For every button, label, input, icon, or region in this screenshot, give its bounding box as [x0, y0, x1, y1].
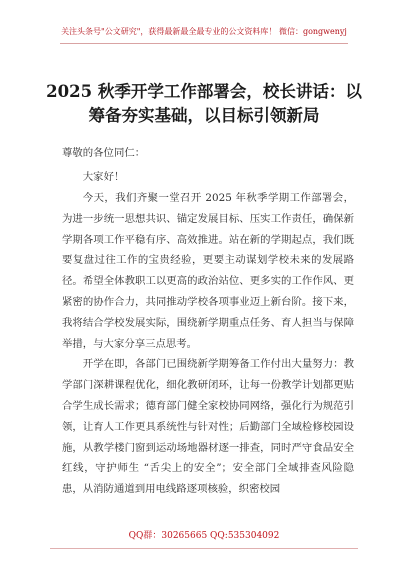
body-paragraph-1: 今天，我们齐聚一堂召开 2025 年秋季学期工作部署会，为进一步统一思想共识、锚定发展目标、压实工作责任，确保新学期各项工作平稳有序、高效推进。站在新的学期起点，我们既要复盘过往工作的宝贵经验，更要主动谋划学校未来的发展路径。希望全体教职工以更高的政治站位、更多实的工作作风、更紧密的协作合力，共同推动学校各项事业迈上新台阶。接下来，我将结合学校发展实际，围绕新学期重点任务、育人担当与保障举措，与大家分享三点思考。: [62, 192, 354, 350]
greeting: 大家好！: [82, 171, 125, 184]
document-body: [62, 143, 354, 500]
body-paragraph-2: 开学在即，各部门已围绕新学期筹备工作付出大量努力：教学部门深耕课程优化，细化教研闭环，让每一份教学计划都更贴合学生成长需求；德育部门健全家校协同网络，强化行为规范引领，让育人工作更具系统性与针对性；后勤部门全域检修校园设施，从教学楼门窗到运动场地器材逐一排查，同时严守食品安全红线，守护师生 “舌尖上的安全”；安全部门全域排查风险隐患，从消防通道到用电线路逐项核验，织密校园: [62, 358, 354, 496]
header-divider: [60, 43, 348, 44]
header-banner: 关注头条号"公文研究"，获得最新最全最专业的公文资料库！ 微信：gongwenyj: [61, 27, 347, 36]
salutation: 尊敬的各位同仁：: [62, 147, 146, 159]
footer-divider: [50, 548, 358, 549]
document-title: 2025 秋季开学工作部署会，校长讲话：以筹备夯实基础，以目标引领新局: [46, 82, 362, 125]
footer-contact: QQ群：30265665 QQ:535304092: [128, 531, 280, 541]
